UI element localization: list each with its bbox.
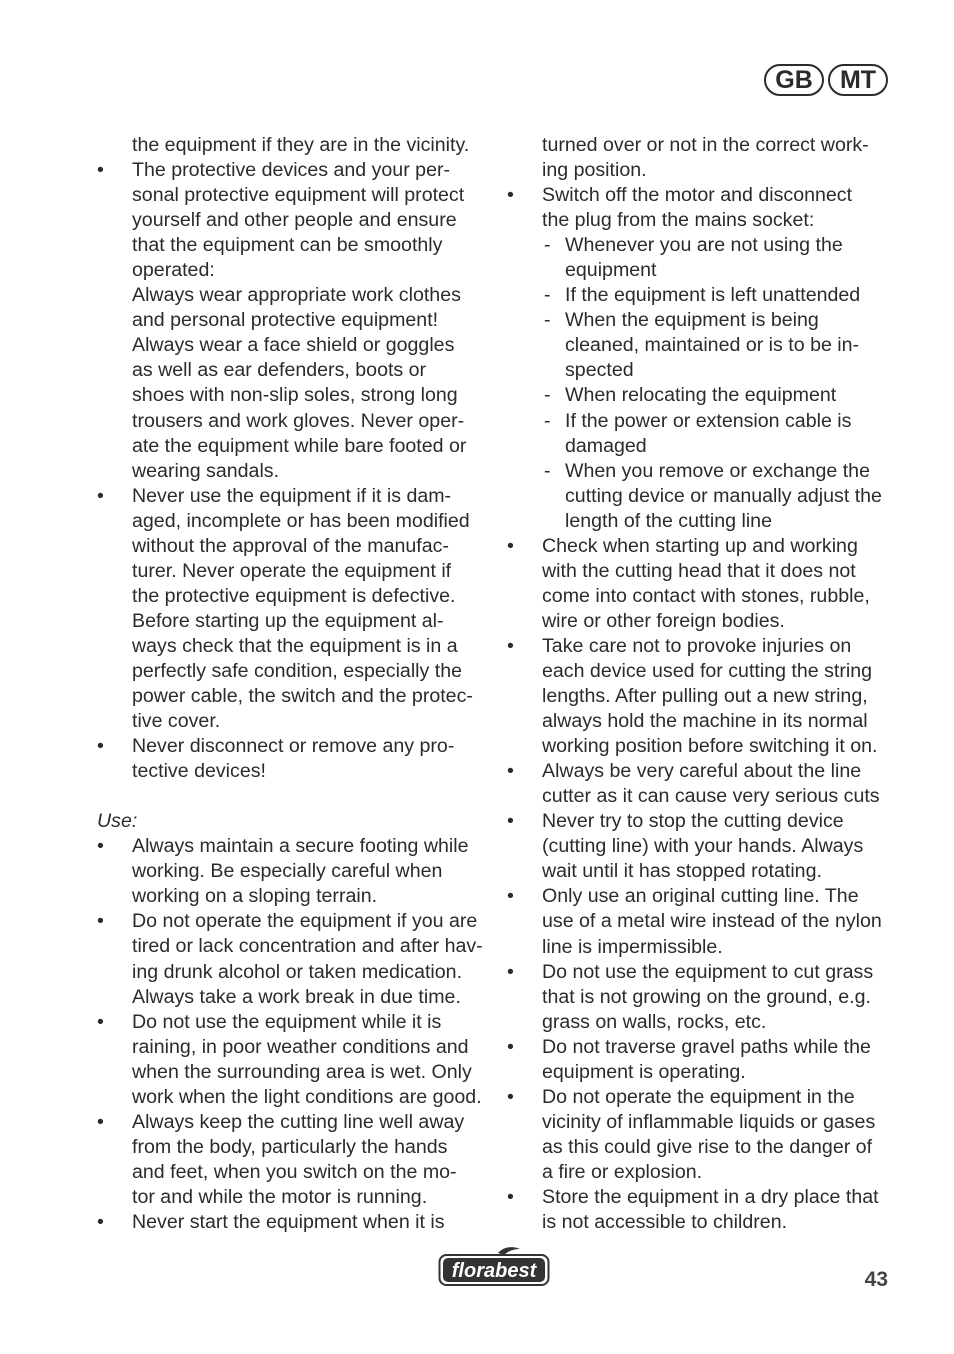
dash-mark: - [544,409,551,432]
bullet-item [507,1035,897,1085]
text-line: a fire or explosion. [542,1160,703,1183]
bullet-item [97,909,487,1009]
text-line: Never try to stop the cutting device [542,810,844,833]
text-line: equipment is operating. [542,1060,746,1083]
text-line: wire or other foreign bodies. [542,609,785,632]
bullet-item [507,809,897,884]
text-line: Before starting up the equipment al- [132,609,444,632]
text-line: When you remove or exchange the [565,459,870,482]
item-text [542,759,897,809]
language-badges [764,64,888,96]
bullet-item [507,1085,897,1185]
text-line: Do not operate the equipment if you are [132,910,478,933]
bullet-item [97,1110,487,1210]
bullet-list [507,534,897,1235]
bullet-mark: • [507,1035,514,1058]
dash-item [507,459,897,534]
text-line: The protective devices and your per- [132,159,451,182]
text-line: cutting device or manually adjust the [565,484,882,507]
text-line: spected [565,359,634,382]
dash-mark: - [544,309,551,332]
bullet-mark: • [507,634,514,657]
text-line: tired or lack concentration and after hav- [132,935,483,958]
bullet-item [507,1185,897,1235]
bullet-item [507,884,897,959]
bullet-item [507,634,897,759]
text-line: is not accessible to children. [542,1211,788,1234]
item-text [132,734,487,784]
bullet-list [97,158,487,784]
text-line: ways check that the equipment is in a [132,634,458,657]
bullet-mark: • [97,484,104,507]
text-line: ing position. [542,159,647,182]
text-line: Do not operate the equipment in the [542,1085,855,1108]
bullet-item [507,534,897,634]
bullet-mark: • [507,1085,514,1108]
text-line: When the equipment is being [565,309,819,332]
bullet-mark: • [97,159,104,182]
text-line: as this could give rise to the danger of [542,1135,873,1158]
page-number: 43 [864,1268,888,1291]
bullet-mark: • [97,1210,104,1233]
text-line: (cutting line) with your hands. Always [542,835,864,858]
text-line: aged, incomplete or has been modified [132,509,470,532]
text-line: Only use an original cutting line. The [542,885,859,908]
text-line: each device used for cutting the string [542,659,873,682]
item-text [542,1035,897,1085]
item-text [132,1010,487,1110]
item-text [132,909,487,1009]
text-line: Do not use the equipment while it is [132,1010,442,1033]
item-text [132,1110,487,1210]
text-line: when the surrounding area is wet. Only [132,1060,472,1083]
spacer [97,784,487,809]
text-line: operated: [132,259,215,282]
bullet-item [97,484,487,734]
text-line: turer. Never operate the equipment if [132,559,452,582]
continuation-text [507,133,897,183]
dash-item [507,283,897,308]
text-line: cutter as it can cause very serious cuts [542,785,880,808]
text-line: Whenever you are not using the [565,234,843,257]
text-line: Always maintain a secure footing while [132,835,469,858]
text-line: Never disconnect or remove any pro- [132,735,455,758]
text-line: sonal protective equipment will protect [132,184,465,207]
bullet-mark: • [507,760,514,783]
text-line: Always wear appropriate work clothes [132,284,461,307]
bullet-mark: • [97,1110,104,1133]
text-line: cleaned, maintained or is to be in- [565,334,860,357]
text-line: use of a metal wire instead of the nylon [542,910,882,933]
text-line: Switch off the motor and disconnect [542,184,853,207]
text-line: that the equipment can be smoothly [132,234,443,257]
text-line: from the body, particularly the hands [132,1135,448,1158]
text-line: power cable, the switch and the protec- [132,685,473,708]
text-line: wearing sandals. [132,459,280,482]
dash-mark: - [544,284,551,307]
text-line: ate the equipment while bare footed or [132,434,467,457]
text-line: Store the equipment in a dry place that [542,1185,879,1208]
left-column [97,133,487,1235]
text-line: If the equipment is left unattended [565,284,861,307]
dash-list [507,233,897,534]
item-text [542,1085,897,1185]
bullet-item [507,759,897,809]
text-line: wait until it has stopped rotating. [542,860,822,883]
text-line: perfectly safe condition, especially the [132,659,463,682]
text-line: working on a sloping terrain. [132,885,378,908]
text-line: Check when starting up and working [542,534,858,557]
text-line: If the power or extension cable is [565,409,852,432]
text-line: work when the light conditions are good. [132,1085,482,1108]
text-line: Always take a work break in due time. [132,985,461,1008]
text-line: the protective equipment is defective. [132,584,456,607]
text-line: and feet, when you switch on the mo- [132,1160,457,1183]
bullet-item [97,1010,487,1110]
text-line: shoes with non-slip soles, strong long [132,384,458,407]
bullet-mark: • [97,910,104,933]
text-line: ing drunk alcohol or taken medication. [132,960,463,983]
text-line: line is impermissible. [542,935,723,958]
text-line: equipment [565,259,657,282]
text-line: always hold the machine in its normal [542,710,868,733]
text-line: trousers and work gloves. Never oper- [132,409,465,432]
text-line: damaged [565,434,647,457]
text-line: length of the cutting line [565,509,772,532]
bullet-mark: • [97,835,104,858]
bullet-item [97,1210,487,1235]
item-text [565,233,897,283]
dash-item [507,383,897,408]
item-text [542,634,897,759]
item-text [542,960,897,1035]
item-text [542,809,897,884]
text-line: working. Be especially careful when [132,860,443,883]
text-line: with the cutting head that it does not [542,559,856,582]
switch-off-bullet [507,183,897,233]
text-line: yourself and other people and ensure [132,209,457,232]
text-line: Take care not to provoke injuries on [542,634,852,657]
text-line: When relocating the equipment [565,384,837,407]
text-line: Always wear a face shield or goggles [132,334,455,357]
text-line: come into contact with stones, rubble, [542,584,870,607]
item-text [565,459,897,534]
text-line: lengths. After pulling out a new string, [542,685,868,708]
dash-mark: - [544,384,551,407]
bullet-item [507,183,897,233]
bullet-mark: • [507,960,514,983]
dash-item [507,233,897,283]
bullet-mark: • [507,810,514,833]
text-line: Do not use the equipment to cut grass [542,960,874,983]
item-text [542,183,897,233]
dash-mark: - [544,459,551,482]
bullet-list [97,834,487,1235]
text-line: Always keep the cutting line well away [132,1110,465,1133]
continuation-text: the equipment if they are in the vicinity. [132,134,470,156]
item-text [132,834,487,909]
text-line: and personal protective equipment! [132,309,439,332]
text-line: the plug from the mains socket: [542,209,815,232]
text-line: Never start the equipment when it is [132,1210,445,1233]
bullet-item [97,158,487,484]
text-line: tive cover. [132,710,221,733]
text-line: as well as ear defenders, boots or [132,359,427,382]
text-line: that is not growing on the ground, e.g. [542,985,871,1008]
florabest-logo [438,1245,550,1287]
item-text [565,283,897,308]
item-text [542,1185,897,1235]
item-text [565,409,897,459]
text-line: Do not traverse gravel paths while the [542,1035,871,1058]
text-line: Always be very careful about the line [542,760,862,783]
item-text [542,534,897,634]
lang-badge-gb: GB [764,64,824,96]
text-line: tective devices! [132,760,266,783]
bullet-mark: • [507,184,514,207]
text-line: Never use the equipment if it is dam- [132,484,452,507]
logo-text: florabest [451,1260,537,1282]
text-line: without the approval of the manufac- [132,534,449,557]
bullet-mark: • [507,534,514,557]
use-heading: Use: [97,810,138,833]
item-text [565,383,897,408]
bullet-mark: • [97,735,104,758]
right-column [507,133,897,1235]
item-text [542,884,897,959]
bullet-mark: • [97,1010,104,1033]
bullet-item [97,834,487,909]
item-text [132,1210,487,1235]
bullet-item [97,734,487,784]
text-line: grass on walls, rocks, etc. [542,1010,767,1033]
item-text [132,484,487,734]
dash-mark: - [544,234,551,257]
text-line: tor and while the motor is running. [132,1185,428,1208]
lang-badge-mt: MT [828,64,888,96]
text-line: vicinity of inflammable liquids or gases [542,1110,876,1133]
dash-item [507,409,897,459]
bullet-item [507,960,897,1035]
text-line: turned over or not in the correct work- [542,134,869,156]
item-text [565,308,897,383]
text-line: raining, in poor weather conditions and [132,1035,469,1058]
text-line: working position before switching it on. [542,735,878,758]
bullet-mark: • [507,885,514,908]
item-text [132,158,487,484]
bullet-mark: • [507,1185,514,1208]
dash-item [507,308,897,383]
